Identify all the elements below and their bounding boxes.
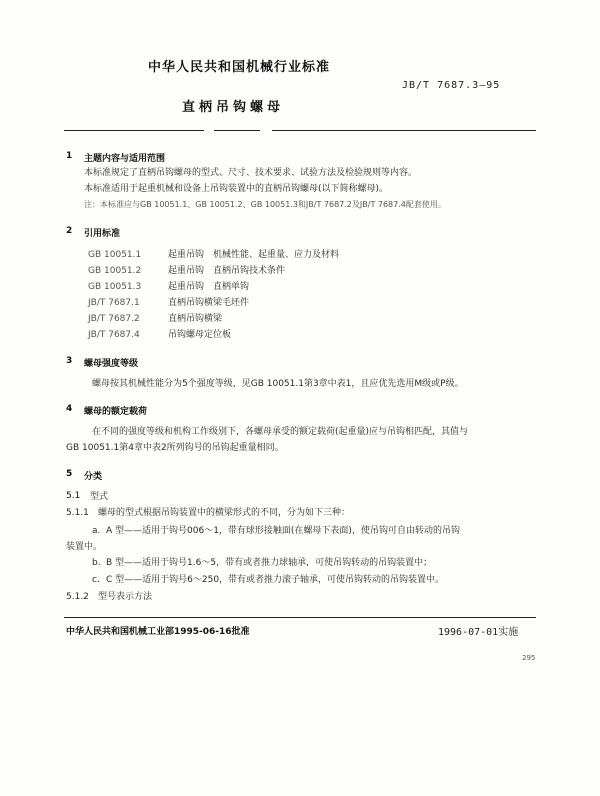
type-a-label: a. — [92, 526, 101, 536]
type-b-label: b. — [92, 558, 101, 568]
org-title: 中华人民共和国机械行业标准 — [148, 60, 331, 75]
section-2-number: 2 — [66, 226, 73, 236]
section-1-title: 主题内容与适用范围 — [84, 154, 166, 164]
subsection-5-1-1-text: 螺母的型式根据吊钩装置中的横梁形式的不同，分为如下三种： — [98, 508, 351, 518]
subsection-5-1-1-number: 5.1.1 — [66, 508, 89, 518]
section-1-line-2: 本标准适用于起重机械和设备上吊钩装置中的直柄吊钩螺母(以下简称螺母)。 — [84, 184, 389, 194]
ref-code: GB 10051.1 — [88, 250, 142, 260]
subsection-5-1-title: 型式 — [90, 492, 109, 502]
section-3-line-1: 螺母按其机械性能分为5个强度等级，见GB 10051.1第3章中表1，且应优先选用M级或P级。 — [92, 379, 464, 389]
type-c-label: c. — [92, 575, 100, 585]
ref-code: GB 10051.2 — [88, 266, 142, 276]
section-2-title: 引用标准 — [84, 229, 121, 239]
header-rule-left — [64, 130, 204, 131]
ref-code: GB 10051.3 — [88, 282, 142, 292]
section-1-note: 注：本标准应与GB 10051.1、GB 10051.2、GB 10051.3和JB/T 7687.2及JB/T 7687.4配套使用。 — [84, 200, 446, 209]
header-rule-mid — [214, 130, 260, 131]
section-3-number: 3 — [66, 356, 73, 366]
page-number: 295 — [522, 654, 536, 662]
ref-name: 起重吊钩 直柄吊钩技术条件 — [168, 266, 286, 276]
footer-rule — [64, 617, 536, 618]
section-1-number: 1 — [66, 151, 73, 161]
subsection-5-1-2-number: 5.1.2 — [66, 592, 89, 602]
doc-title: 直柄吊钩螺母 — [182, 100, 285, 115]
section-4-number: 4 — [66, 404, 73, 414]
ref-name: 吊钩螺母定位板 — [168, 330, 232, 340]
section-5-number: 5 — [66, 469, 73, 479]
subsection-5-1-2-text: 型号表示方法 — [98, 592, 153, 602]
section-4-line-1: 在不同的强度等级和机构工作级别下，各螺母承受的额定载荷(起重量)应与吊钩相匹配，其值与 — [92, 427, 469, 437]
standard-number: JB/T 7687.3—95 — [402, 80, 501, 91]
ref-name: 直柄吊钩横梁毛坯件 — [168, 298, 250, 308]
section-4-title: 螺母的额定载荷 — [84, 407, 148, 417]
ref-name: 起重吊钩 机械性能、起重量、应力及材料 — [168, 250, 340, 260]
ref-code: JB/T 7687.1 — [88, 298, 140, 308]
ref-name: 起重吊钩 直柄单钩 — [168, 282, 250, 292]
type-a-text: A 型——适用于钩号006～1，带有球形接触面(在螺母下表面)，使吊钩可自由转动的吊钩 — [106, 526, 460, 536]
subsection-5-1-number: 5.1 — [66, 491, 81, 501]
header-rule-right — [272, 130, 536, 131]
section-1-line-1: 本标准规定了直柄吊钩螺母的型式、尺寸、技术要求、试验方法及检验规则等内容。 — [84, 168, 418, 178]
type-c-text: C 型——适用于钩号6～250，带有或者推力滚子轴承，可使吊钩转动的吊钩装置中。 — [106, 575, 445, 585]
type-a-cont: 装置中。 — [66, 542, 103, 552]
section-3-title: 螺母强度等级 — [84, 359, 139, 369]
ref-code: JB/T 7687.2 — [88, 314, 140, 324]
ref-code: JB/T 7687.4 — [88, 330, 140, 340]
type-b-text: B 型——适用于钩号1.6～5，带有或者推力球轴承，可使吊钩转动的吊钩装置中； — [106, 558, 433, 568]
section-5-title: 分类 — [84, 472, 103, 482]
ref-name: 直柄吊钩横梁 — [168, 314, 223, 324]
approval-text: 中华人民共和国机械工业部1995-06-16批准 — [66, 627, 250, 637]
implementation-date: 1996-07-01实施 — [438, 627, 519, 638]
section-4-line-2: GB 10051.1第4章中表2所列钩号的吊钩起重量相同。 — [66, 443, 284, 453]
